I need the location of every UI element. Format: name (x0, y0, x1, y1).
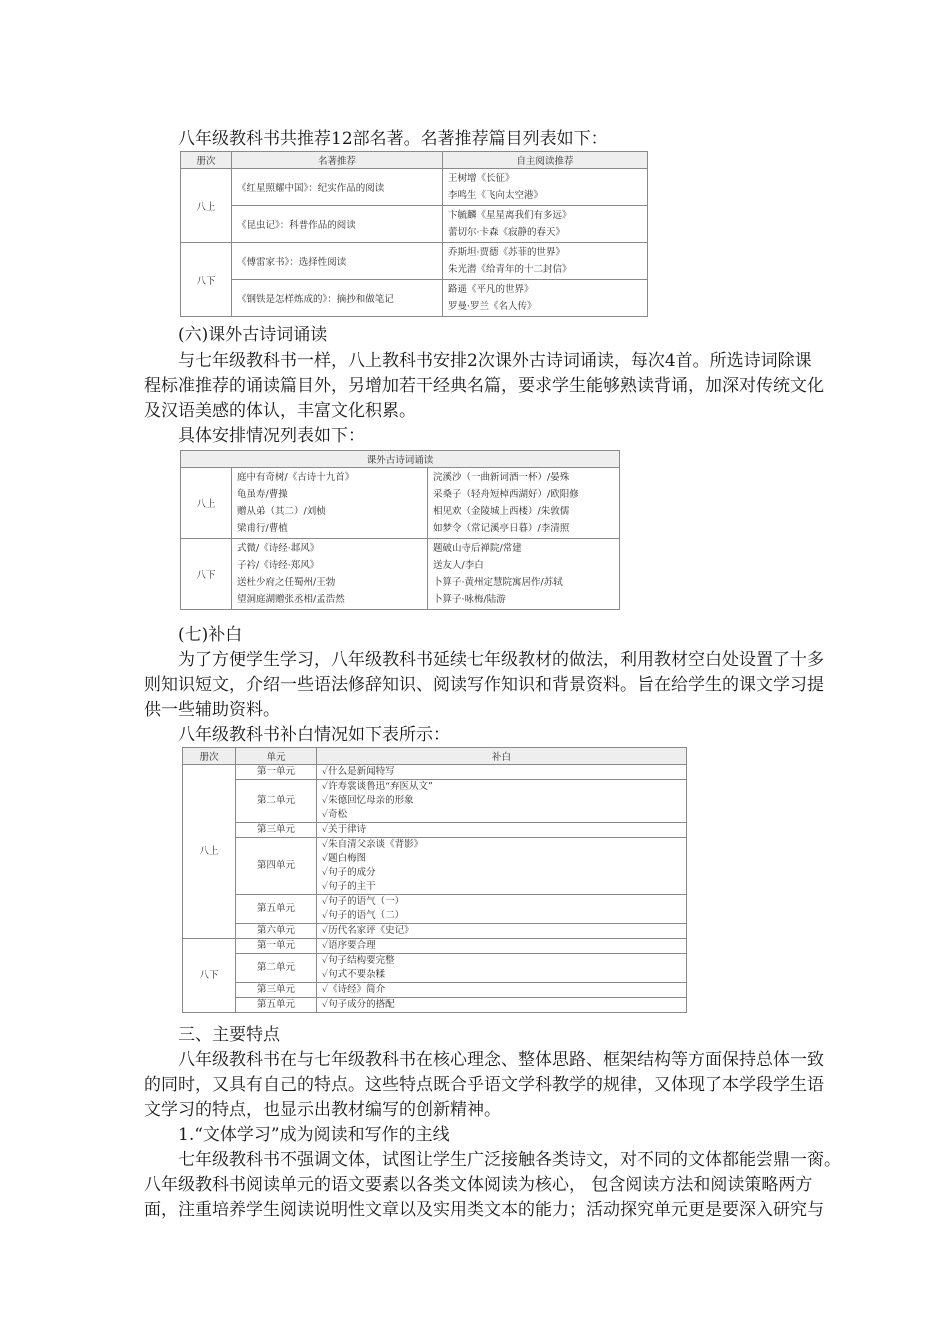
poems-table (180, 450, 620, 610)
supplement-item: ✓句子的语气（二） (322, 910, 405, 921)
volume-cell: 八上 (181, 169, 232, 243)
supplement-cell (317, 765, 687, 780)
self-reading-cell (443, 169, 648, 206)
poem-list-left (232, 539, 428, 610)
unit-cell: 第二单元 (236, 954, 317, 983)
table-row (183, 998, 687, 1013)
paragraph-line: 的同时，又具有自己的特点。这些特点既合乎语文学科教学的规律，又体现了本学段学生语 (144, 1075, 824, 1095)
paragraph-line: 程标准推荐的诵读篇目外，另增加若干经典名篇，要求学生能够熟读背诵，加深对传统文化 (144, 376, 824, 396)
poem-item: 如梦令（常记溪亭日暮）/李清照 (433, 523, 570, 534)
col-header-volume: 册次 (183, 748, 236, 765)
col-header-recommended: 名著推荐 (232, 152, 443, 169)
paragraph-line: 则知识短文，介绍一些语法修辞知识、阅读写作知识和背景资料。旨在给学生的课文学习提 (144, 675, 824, 695)
book-item: 罗曼·罗兰《名人传》 (448, 301, 537, 312)
col-header-supplement: 补白 (317, 748, 687, 765)
supplement-item: ✓句式不要杂糅 (322, 969, 386, 980)
recommended-cell: 《红星照耀中国》：纪实作品的阅读 (232, 169, 443, 206)
supplement-item: ✓句子结构要完整 (322, 955, 395, 966)
poem-list-right (428, 539, 620, 610)
unit-cell: 第二单元 (236, 780, 317, 823)
supplement-cell (317, 983, 687, 998)
table-row (183, 939, 687, 954)
paragraph-line: 供一些辅助资料。 (144, 700, 280, 720)
col-header-volume: 册次 (181, 152, 232, 169)
table-row (183, 924, 687, 939)
unit-cell: 第三单元 (236, 983, 317, 998)
poem-list-left (232, 468, 428, 539)
subsection-heading: 1.“文体学习”成为阅读和写作的主线 (178, 1125, 450, 1145)
col-header-self-reading: 自主阅读推荐 (443, 152, 648, 169)
table-row (183, 780, 687, 823)
table-row (181, 206, 648, 243)
poem-item: 采桑子（轻舟短棹西湖好）/欧阳修 (433, 489, 579, 500)
recommended-cell: 《傅雷家书》：选择性阅读 (232, 243, 443, 280)
supplement-item: ✓关于律诗 (322, 824, 367, 835)
volume-cell: 八下 (183, 939, 236, 1013)
poem-item: 卜算子·咏梅/陆游 (433, 594, 506, 605)
table-row (183, 983, 687, 998)
supplement-cell (317, 838, 687, 895)
book-item: 蕾切尔·卡森《寂静的春天》 (448, 227, 566, 238)
poem-item: 龟虽寿/曹操 (237, 489, 288, 500)
supplement-cell (317, 924, 687, 939)
table-row (181, 280, 648, 317)
poem-item: 题破山寺后禅院/常建 (433, 543, 522, 554)
unit-cell: 第四单元 (236, 838, 317, 895)
poem-item: 望洞庭湖赠张丞相/孟浩然 (237, 594, 345, 605)
volume-cell: 八下 (181, 243, 232, 317)
book-item: 王树增《长征》 (448, 173, 515, 184)
poems-table-header: 课外古诗词诵读 (181, 451, 620, 468)
supplement-item: ✓句子的主干 (322, 881, 376, 892)
poem-item: 浣溪沙（一曲新词酒一杯）/晏殊 (433, 472, 570, 483)
book-item: 卞毓麟《星星离我们有多远》 (448, 210, 572, 221)
volume-cell: 八上 (181, 468, 232, 539)
supplement-item: ✓什么是新闻特写 (322, 766, 395, 777)
poem-list-right (428, 468, 620, 539)
paragraph-line: 八年级教科书在与七年级教科书在核心理念、整体思路、框架结构等方面保持总体一致 (178, 1050, 824, 1070)
table-row (183, 954, 687, 983)
poem-item: 式微/《诗经·邶风》 (237, 543, 320, 554)
supplement-cell (317, 823, 687, 838)
poem-item: 相见欢（金陵城上西楼）/朱敦儒 (433, 506, 570, 517)
recommended-cell: 《昆虫记》：科普作品的阅读 (232, 206, 443, 243)
paragraph-line: 七年级教科书不强调文体，试图让学生广泛接触各类诗文，对不同的文体都能尝鼎一脔。 (178, 1150, 841, 1170)
supplement-item: ✓句子成分的搭配 (322, 999, 395, 1010)
unit-cell: 第五单元 (236, 998, 317, 1013)
supplement-item: ✓朱德回忆母亲的形象 (322, 795, 414, 806)
volume-cell: 八下 (181, 539, 232, 610)
poem-item: 卜算子·黄州定慧院寓居作/苏轼 (433, 577, 563, 588)
supplement-item: ✓奇松 (322, 809, 348, 820)
supplement-table (182, 747, 687, 1013)
table-row (181, 468, 620, 539)
table-row (183, 765, 687, 780)
section-heading: 三、主要特点 (178, 1025, 280, 1045)
supplement-item: ✓许寿裳谈鲁迅“弃医从文” (322, 781, 433, 792)
poem-item: 送友人/李白 (433, 560, 484, 571)
classics-table (180, 151, 648, 317)
paragraph-line: 八年级教科书补白情况如下表所示： (178, 725, 450, 745)
self-reading-cell (443, 243, 648, 280)
supplement-item: ✓历代名家评《史记》 (322, 925, 414, 936)
table-row (181, 169, 648, 206)
paragraph-line: 为了方便学生学习，八年级教科书延续七年级教材的做法，利用教材空白处设置了十多 (178, 650, 824, 670)
section-heading: (七)补白 (178, 625, 243, 645)
supplement-item: ✓句子的成分 (322, 867, 376, 878)
supplement-cell (317, 954, 687, 983)
poem-item: 庭中有奇树/《古诗十九首》 (237, 472, 355, 483)
self-reading-cell (443, 206, 648, 243)
supplement-cell (317, 780, 687, 823)
table-row (181, 243, 648, 280)
supplement-item: ✓朱自清父亲谈《背影》 (322, 839, 424, 850)
unit-cell: 第六单元 (236, 924, 317, 939)
book-item: 乔斯坦·贾德《苏菲的世界》 (448, 247, 566, 258)
table-row (183, 823, 687, 838)
book-item: 李鸣生《飞向太空港》 (448, 190, 544, 201)
unit-cell: 第一单元 (236, 939, 317, 954)
self-reading-cell (443, 280, 648, 317)
paragraph-line: 具体安排情况列表如下： (178, 426, 365, 446)
supplement-cell (317, 998, 687, 1013)
supplement-item: ✓语序要合理 (322, 940, 376, 951)
poem-item: 送杜少府之任蜀州/王勃 (237, 577, 336, 588)
paragraph-line: 与七年级教科书一样，八上教科书安排2次课外古诗词诵读，每次4首。所选诗词除课 (178, 351, 812, 371)
supplement-cell (317, 895, 687, 924)
supplement-item: ✓题白梅图 (322, 853, 367, 864)
poem-item: 赠从弟（其二）/刘桢 (237, 506, 326, 517)
volume-cell: 八上 (183, 765, 236, 939)
paragraph-line: 及汉语美感的体认，丰富文化积累。 (144, 401, 416, 421)
book-item: 路遥《平凡的世界》 (448, 284, 534, 295)
recommended-cell: 《钢铁是怎样炼成的》：摘抄和做笔记 (232, 280, 443, 317)
table-row (183, 895, 687, 924)
section-heading: (六)课外古诗词诵读 (178, 325, 328, 345)
supplement-cell (317, 939, 687, 954)
paragraph-line: 面，注重培养学生阅读说明性文章以及实用类文本的能力；活动探究单元更是要深入研究与 (144, 1200, 824, 1220)
poem-item: 子衿/《诗经·郑风》 (237, 560, 320, 571)
unit-cell: 第一单元 (236, 765, 317, 780)
poem-item: 梁甫行/曹植 (237, 523, 288, 534)
supplement-item: ✓《诗经》简介 (322, 984, 386, 995)
unit-cell: 第三单元 (236, 823, 317, 838)
col-header-unit: 单元 (236, 748, 317, 765)
intro-paragraph: 八年级教科书共推荐12部名著。名著推荐篇目列表如下： (178, 129, 608, 149)
book-item: 朱光潜《给青年的十二封信》 (448, 264, 572, 275)
table-row (183, 838, 687, 895)
unit-cell: 第五单元 (236, 895, 317, 924)
table-row (181, 539, 620, 610)
paragraph-line: 八年级教科书阅读单元的语文要素以各类文体阅读为核心， 包含阅读方法和阅读策略两方 (144, 1175, 813, 1195)
supplement-item: ✓句子的语气（一） (322, 896, 405, 907)
paragraph-line: 文学习的特点，也显示出教材编写的创新精神。 (144, 1100, 501, 1120)
